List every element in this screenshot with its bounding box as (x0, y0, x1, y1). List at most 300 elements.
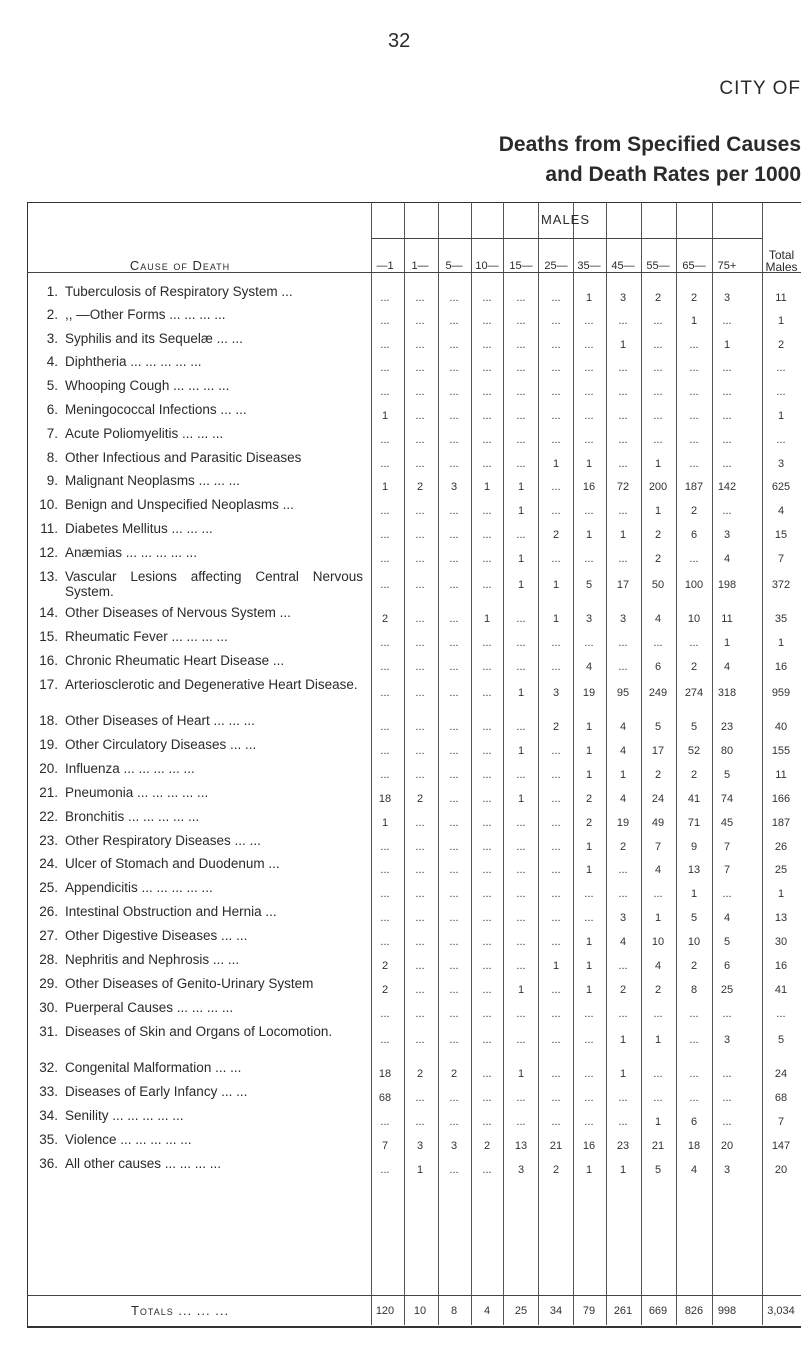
table-cell: ... (551, 339, 561, 351)
row-number: 33. (39, 1084, 58, 1099)
table-cell: ... (380, 434, 390, 446)
cause-label (36, 378, 366, 393)
table-cell: ... (516, 1008, 526, 1020)
table-cell: 1 (585, 1164, 593, 1176)
table-cell: ... (722, 410, 732, 422)
table-cell: 198 (717, 579, 737, 591)
table-cell: ... (551, 553, 561, 565)
table-cell: ... (689, 1034, 699, 1046)
table-cell: ... (415, 386, 425, 398)
table-cell: ... (380, 292, 390, 304)
table-cell: ... (482, 661, 492, 673)
city-header: CITY OF (719, 78, 801, 99)
table-cell: 1 (381, 410, 389, 422)
total-cell: 16 (774, 661, 788, 673)
table-cell: ... (516, 769, 526, 781)
table-cell: ... (584, 637, 594, 649)
cause-label (36, 653, 366, 668)
table-cell: 2 (416, 481, 424, 493)
table-cell: ... (653, 888, 663, 900)
table-cell: 3 (450, 481, 458, 493)
table-cell: ... (380, 661, 390, 673)
table-cell: 23 (720, 721, 734, 733)
table-cell: 4 (619, 936, 627, 948)
table-cell: ... (482, 864, 492, 876)
cause-text: Acute Poliomyelitis ... ... ... (65, 426, 224, 441)
table-cell: 2 (690, 661, 698, 673)
table-cell: 2 (690, 292, 698, 304)
table-cell: ... (482, 458, 492, 470)
table-cell: ... (449, 1116, 459, 1128)
table-cell: ... (584, 1034, 594, 1046)
table-cell: ... (551, 386, 561, 398)
table-cell: 1 (552, 960, 560, 972)
table-cell: 1 (552, 613, 560, 625)
table-cell: ... (584, 434, 594, 446)
table-cell: 71 (687, 817, 701, 829)
table-cell: ... (551, 410, 561, 422)
cause-text: Puerperal Causes ... ... ... ... (65, 1000, 234, 1015)
table-cell: ... (482, 529, 492, 541)
table-cell: ... (449, 745, 459, 757)
table-cell: ... (449, 841, 459, 853)
table-cell: ... (482, 339, 492, 351)
row-number: 12. (39, 545, 58, 560)
table-cell: 1 (517, 505, 525, 517)
table-cell: ... (415, 579, 425, 591)
cause-label (36, 545, 366, 560)
row-number: 19. (39, 737, 58, 752)
table-cell: ... (482, 721, 492, 733)
table-cell: 1 (723, 339, 731, 351)
table-cell: ... (482, 745, 492, 757)
total-cell: 1 (777, 888, 785, 900)
table-cell: ... (689, 339, 699, 351)
table-cell: ... (618, 1116, 628, 1128)
table-cell: ... (584, 410, 594, 422)
table-cell: ... (482, 817, 492, 829)
table-cell: 1 (654, 1116, 662, 1128)
cause-label (36, 737, 366, 752)
table-cell: ... (653, 362, 663, 374)
total-cell: 2 (777, 339, 785, 351)
table-cell: 1 (585, 984, 593, 996)
total-cell: 5 (777, 1034, 785, 1046)
age-group-header: 1— (411, 260, 429, 272)
title-line-2: and Death Rates per 1000 (545, 163, 801, 186)
table-cell: ... (449, 292, 459, 304)
table-cell: ... (415, 362, 425, 374)
table-cell: ... (482, 841, 492, 853)
cause-label (36, 1024, 366, 1039)
table-cell: ... (584, 505, 594, 517)
table-cell: 3 (619, 613, 627, 625)
table-cell: ... (482, 936, 492, 948)
table-cell: 4 (654, 960, 662, 972)
table-cell: ... (415, 1116, 425, 1128)
total-cell: 40 (774, 721, 788, 733)
table-cell: ... (516, 721, 526, 733)
cause-text: Tuberculosis of Respiratory System ... (65, 284, 293, 299)
table-cell: 1 (585, 745, 593, 757)
table-cell: ... (722, 362, 732, 374)
row-number: 6. (46, 402, 58, 417)
table-cell: ... (449, 1092, 459, 1104)
table-cell: 1 (619, 769, 627, 781)
table-cell: ... (618, 362, 628, 374)
cause-text: All other causes ... ... ... ... (65, 1156, 222, 1171)
table-cell: ... (449, 458, 459, 470)
table-cell: ... (584, 1068, 594, 1080)
table-cell: 10 (651, 936, 665, 948)
table-cell: ... (415, 1092, 425, 1104)
cause-text: Arteriosclerotic and Degenerative Heart Disease. (65, 677, 358, 692)
table-cell: ... (415, 936, 425, 948)
table-cell: ... (415, 339, 425, 351)
cause-text: Other Digestive Diseases ... ... (65, 928, 248, 943)
table-cell: 3 (619, 292, 627, 304)
cause-label (36, 928, 366, 943)
table-cell: 25 (720, 984, 734, 996)
table-cell: ... (618, 553, 628, 565)
table-cell: 21 (549, 1140, 563, 1152)
table-cell: ... (618, 434, 628, 446)
table-cell: ... (584, 362, 594, 374)
cause-label (36, 856, 366, 871)
table-cell: 2 (654, 553, 662, 565)
table-cell: ... (618, 864, 628, 876)
table-cell: ... (551, 912, 561, 924)
cause-text: Other Diseases of Genito-Urinary System (65, 976, 314, 991)
table-cell: 4 (723, 553, 731, 565)
table-cell: 45 (720, 817, 734, 829)
table-cell: ... (584, 386, 594, 398)
table-cell: 9 (690, 841, 698, 853)
totals-cell: 261 (613, 1305, 633, 1317)
table-cell: ... (415, 613, 425, 625)
table-cell: 1 (619, 1068, 627, 1080)
table-cell: 3 (723, 1164, 731, 1176)
table-cell: ... (516, 339, 526, 351)
cause-text: Other Circulatory Diseases ... ... (65, 737, 257, 752)
table-cell: 1 (552, 579, 560, 591)
table-cell: 2 (450, 1068, 458, 1080)
row-number: 31. (39, 1024, 58, 1039)
table-cell: 7 (381, 1140, 389, 1152)
total-cell: 30 (774, 936, 788, 948)
table-cell: ... (653, 315, 663, 327)
table-cell: ... (722, 888, 732, 900)
cause-label (36, 605, 366, 620)
table-cell: ... (516, 529, 526, 541)
table-cell: 3 (723, 292, 731, 304)
table-cell: ... (516, 292, 526, 304)
grand-total-cell: 3,034 (767, 1305, 795, 1317)
table-cell: ... (689, 1068, 699, 1080)
table-cell: ... (516, 912, 526, 924)
table-cell: 4 (619, 793, 627, 805)
table-cell: ... (415, 292, 425, 304)
table-cell: 6 (654, 661, 662, 673)
table-cell: 2 (654, 769, 662, 781)
table-cell: ... (415, 912, 425, 924)
table-cell: ... (449, 613, 459, 625)
table-cell: 17 (616, 579, 630, 591)
table-cell: ... (482, 292, 492, 304)
table-cell: 1 (517, 553, 525, 565)
cause-text: Other Diseases of Nervous System ... (65, 605, 291, 620)
row-number: 21. (39, 785, 58, 800)
row-number: 26. (39, 904, 58, 919)
table-cell: ... (551, 984, 561, 996)
cause-text: Whooping Cough ... ... ... ... (65, 378, 230, 393)
table-cell: 1 (619, 1164, 627, 1176)
table-cell: 19 (582, 687, 596, 699)
table-cell: ... (449, 817, 459, 829)
table-cell: ... (482, 984, 492, 996)
table-cell: ... (415, 817, 425, 829)
table-cell: 1 (690, 888, 698, 900)
table-cell: 49 (651, 817, 665, 829)
cause-label (36, 833, 366, 848)
table-cell: 4 (723, 912, 731, 924)
table-cell: 1 (585, 960, 593, 972)
table-cell: ... (551, 481, 561, 493)
total-cell: 25 (774, 864, 788, 876)
totals-cell: 10 (413, 1305, 427, 1317)
table-cell: ... (449, 339, 459, 351)
cause-text: Diphtheria ... ... ... ... ... (65, 354, 202, 369)
table-cell: 1 (517, 579, 525, 591)
table-cell: 10 (687, 613, 701, 625)
table-cell: 2 (654, 292, 662, 304)
table-cell: ... (516, 864, 526, 876)
row-number: 36. (39, 1156, 58, 1171)
table-cell: 4 (654, 613, 662, 625)
table-cell: ... (618, 315, 628, 327)
row-number: 7. (46, 426, 58, 441)
cause-label (36, 473, 366, 488)
table-cell: ... (449, 687, 459, 699)
cause-label (36, 450, 366, 465)
table-cell: ... (516, 817, 526, 829)
table-cell: 5 (654, 1164, 662, 1176)
cause-label (36, 1060, 366, 1075)
table-cell: ... (551, 841, 561, 853)
table-cell: ... (449, 912, 459, 924)
row-number: 5. (46, 378, 58, 393)
cause-label (36, 761, 366, 776)
table-cell: ... (551, 864, 561, 876)
table-cell: ... (415, 529, 425, 541)
row-number: 14. (39, 605, 58, 620)
table-cell: ... (722, 505, 732, 517)
table-cell: 3 (552, 687, 560, 699)
table-cell: ... (551, 1034, 561, 1046)
table-cell: 1 (585, 458, 593, 470)
title-line-1: Deaths from Specified Causes (498, 133, 801, 156)
table-cell: 2 (483, 1140, 491, 1152)
table-cell: ... (689, 362, 699, 374)
total-cell: ... (776, 434, 786, 446)
cause-label (36, 1108, 366, 1123)
table-cell: 95 (616, 687, 630, 699)
row-number: 20. (39, 761, 58, 776)
total-cell: 7 (777, 553, 785, 565)
table-cell: 3 (416, 1140, 424, 1152)
row-rule (27, 1295, 801, 1296)
table-cell: ... (415, 960, 425, 972)
table-cell: ... (449, 936, 459, 948)
table-cell: ... (551, 1008, 561, 1020)
table-cell: ... (584, 553, 594, 565)
table-cell: ... (449, 721, 459, 733)
table-cell: 187 (684, 481, 704, 493)
total-cell: ... (776, 1008, 786, 1020)
age-group-header: —1 (376, 260, 394, 272)
table-cell: 2 (552, 1164, 560, 1176)
table-cell: ... (482, 553, 492, 565)
table-cell: 74 (720, 793, 734, 805)
row-number: 9. (46, 473, 58, 488)
table-cell: ... (551, 315, 561, 327)
table-cell: ... (689, 434, 699, 446)
table-cell: 2 (552, 529, 560, 541)
table-cell: ... (482, 362, 492, 374)
cause-text: Intestinal Obstruction and Hernia ... (65, 904, 277, 919)
table-cell: 18 (378, 793, 392, 805)
table-cell: ... (482, 960, 492, 972)
table-cell: 13 (514, 1140, 528, 1152)
total-cell: 24 (774, 1068, 788, 1080)
table-cell: 2 (381, 613, 389, 625)
table-cell: 1 (723, 637, 731, 649)
cause-label (36, 1084, 366, 1099)
table-cell: ... (482, 434, 492, 446)
table-cell: ... (584, 912, 594, 924)
table-cell: ... (415, 841, 425, 853)
table-cell: 52 (687, 745, 701, 757)
row-number: 2. (46, 307, 58, 322)
table-cell: ... (380, 386, 390, 398)
row-number: 4. (46, 354, 58, 369)
table-cell: 10 (687, 936, 701, 948)
table-cell: ... (653, 386, 663, 398)
table-cell: 5 (585, 579, 593, 591)
cause-label (36, 952, 366, 967)
table-cell: 1 (517, 481, 525, 493)
table-cell: ... (449, 553, 459, 565)
table-cell: 5 (690, 912, 698, 924)
cause-text: Other Diseases of Heart ... ... ... (65, 713, 255, 728)
cause-label (36, 331, 366, 346)
cause-text: Congenital Malformation ... ... (65, 1060, 242, 1075)
table-cell: 1 (517, 1068, 525, 1080)
table-cell: ... (380, 745, 390, 757)
table-cell: 1 (654, 912, 662, 924)
table-cell: ... (415, 661, 425, 673)
table-cell: ... (380, 1164, 390, 1176)
table-cell: 18 (687, 1140, 701, 1152)
cause-text: Appendicitis ... ... ... ... ... (65, 880, 213, 895)
table-cell: 1 (483, 481, 491, 493)
total-cell: 3 (777, 458, 785, 470)
table-cell: ... (689, 386, 699, 398)
cause-text: Malignant Neoplasms ... ... ... (65, 473, 240, 488)
table-cell: ... (449, 960, 459, 972)
cause-label (36, 402, 366, 417)
cause-text: Vascular Lesions affecting Central Nervous System. (65, 569, 363, 599)
table-cell: ... (584, 888, 594, 900)
table-cell: ... (516, 613, 526, 625)
row-number: 28. (39, 952, 58, 967)
table-cell: 1 (585, 936, 593, 948)
table-cell: ... (618, 458, 628, 470)
total-cell: 147 (771, 1140, 791, 1152)
table-cell: 1 (483, 613, 491, 625)
table-cell: 249 (648, 687, 668, 699)
total-males-header: Total Males (765, 248, 798, 274)
table-cell: ... (482, 1164, 492, 1176)
total-cell: ... (776, 386, 786, 398)
table-cell: 318 (717, 687, 737, 699)
table-cell: 2 (654, 529, 662, 541)
table-cell: 6 (690, 529, 698, 541)
total-cell: 959 (771, 687, 791, 699)
table-cell: ... (380, 505, 390, 517)
cause-label (36, 904, 366, 919)
total-cell: 166 (771, 793, 791, 805)
age-group-header: 65— (682, 260, 706, 272)
table-cell: ... (415, 1034, 425, 1046)
table-cell: 6 (690, 1116, 698, 1128)
cause-text: Senility ... ... ... ... ... (65, 1108, 184, 1123)
table-cell: ... (584, 339, 594, 351)
table-cell: ... (380, 841, 390, 853)
table-cell: 1 (552, 458, 560, 470)
table-cell: ... (482, 769, 492, 781)
table-cell: ... (722, 434, 732, 446)
table-cell: 2 (381, 984, 389, 996)
total-cell: 7 (777, 1116, 785, 1128)
table-cell: 4 (619, 745, 627, 757)
table-cell: 5 (723, 769, 731, 781)
table-cell: ... (516, 362, 526, 374)
table-cell: 2 (690, 960, 698, 972)
table-cell: 3 (723, 529, 731, 541)
table-cell: ... (618, 410, 628, 422)
table-cell: ... (415, 1008, 425, 1020)
table-cell: ... (516, 637, 526, 649)
table-cell: ... (618, 960, 628, 972)
age-group-header: 25— (544, 260, 568, 272)
total-cell: 68 (774, 1092, 788, 1104)
table-cell: ... (516, 661, 526, 673)
table-cell: ... (380, 553, 390, 565)
row-number: 8. (46, 450, 58, 465)
table-cell: ... (449, 362, 459, 374)
row-number: 35. (39, 1132, 58, 1147)
row-number: 3. (46, 331, 58, 346)
table-cell: 16 (582, 1140, 596, 1152)
table-cell: ... (722, 458, 732, 470)
table-cell: ... (415, 505, 425, 517)
cause-text: Violence ... ... ... ... ... (65, 1132, 192, 1147)
cause-label (36, 1000, 366, 1015)
age-group-header: 45— (611, 260, 635, 272)
table-cell: ... (618, 386, 628, 398)
table-cell: ... (482, 1034, 492, 1046)
